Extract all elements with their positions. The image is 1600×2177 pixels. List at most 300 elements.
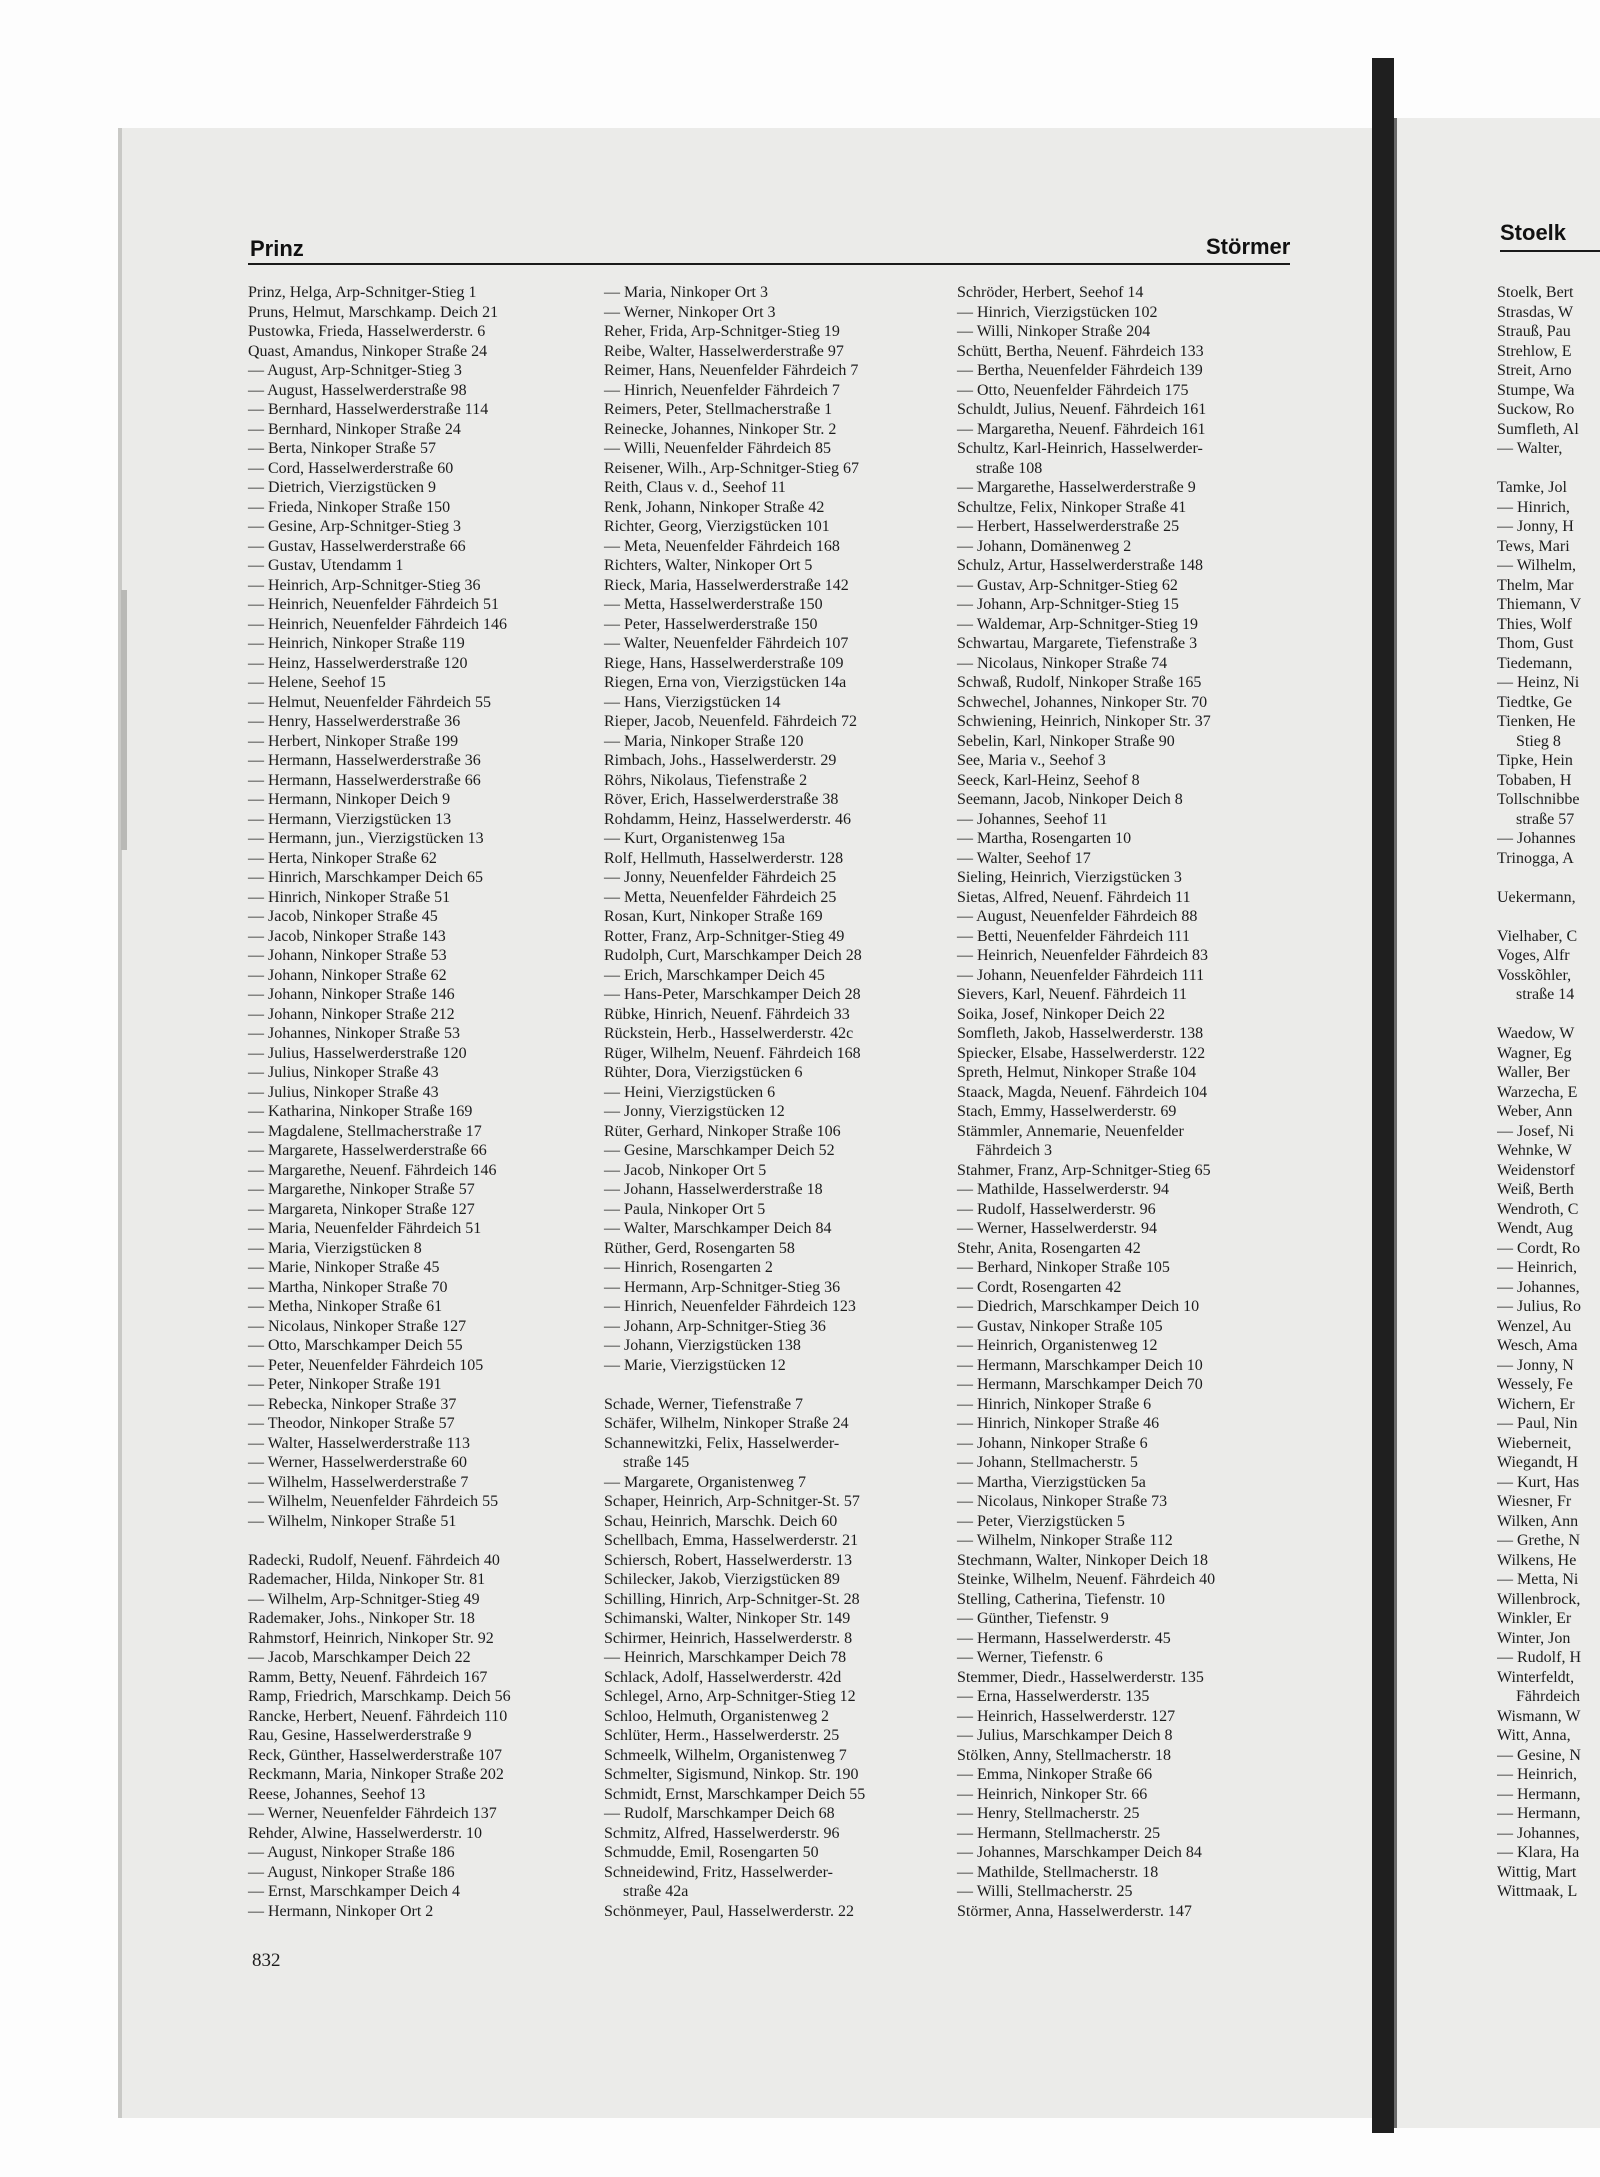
directory-entry: Rehder, Alwine, Hasselwerderstr. 10 [248,1824,482,1842]
directory-entry: — Cordt, Rosengarten 42 [957,1278,1122,1296]
directory-entry: Sievers, Karl, Neuenf. Fährdeich 11 [957,986,1187,1003]
directory-entry: — Johannes [1497,830,1576,847]
directory-entry: Rohdamm, Heinz, Hasselwerderstr. 46 [604,810,852,828]
directory-entry: — Otto, Neuenfelder Fährdeich 175 [957,381,1189,399]
directory-entry: — Heinrich, Neuenfelder Fährdeich 51 [248,596,500,613]
directory-entry: — August, Neuenfelder Fährdeich 88 [957,908,1198,925]
directory-entry: Stieg 8 [1516,732,1561,750]
directory-entry: — Margareta, Ninkoper Straße 127 [248,1200,475,1218]
directory-entry: — Walter, Seehof 17 [957,849,1091,867]
directory-entry: — Bernhard, Hasselwerderstraße 114 [248,401,489,418]
directory-entry: Tobaben, H [1497,771,1572,789]
directory-entry: — Walter, Neuenfelder Fährdeich 107 [604,635,849,652]
directory-entry: — Johann, Hasselwerderstraße 18 [604,1181,823,1198]
directory-entry: — Metha, Ninkoper Straße 61 [248,1298,443,1315]
directory-entry: Seeck, Karl-Heinz, Seehof 8 [957,771,1140,789]
directory-entry: — Marie, Ninkoper Straße 45 [248,1259,440,1276]
directory-entry: — Betti, Neuenfelder Fährdeich 111 [957,927,1190,945]
directory-entry: — Herbert, Ninkoper Straße 199 [248,732,459,750]
directory-entry: — Johann, Ninkoper Straße 146 [248,986,455,1003]
directory-entry: — Johann, Arp-Schnitger-Stieg 15 [957,596,1179,613]
directory-entry: Schuldt, Julius, Neuenf. Fährdeich 161 [957,401,1207,418]
directory-entry: — Wilhelm, [1497,557,1577,574]
directory-entry: Rückstein, Herb., Hasselwerderstr. 42c [604,1025,854,1042]
directory-entry: — Theodor, Ninkoper Straße 57 [248,1415,455,1432]
directory-entry: Steinke, Wilhelm, Neuenf. Fährdeich 40 [957,1571,1216,1588]
directory-entry: Reck, Günther, Hasselwerderstraße 107 [248,1746,502,1764]
directory-entry: — Hermann, [1497,1805,1581,1822]
directory-entry: — Josef, Ni [1497,1122,1574,1140]
directory-entry: — Hinrich, Rosengarten 2 [604,1259,773,1276]
directory-entry: Weber, Ann [1497,1103,1573,1120]
directory-entry: — Paul, Nin [1497,1415,1578,1432]
directory-entry: Schneidewind, Fritz, Hasselwerder- [604,1863,833,1881]
directory-entry: — Paula, Ninkoper Ort 5 [604,1200,766,1218]
directory-entry: — Johann, Ninkoper Straße 6 [957,1434,1148,1452]
directory-entry: Fährdeich [1516,1688,1580,1705]
directory-entry: Suckow, Ro [1497,401,1575,418]
directory-entry: — Heinrich, [1497,1259,1577,1276]
directory-entry: Rosan, Kurt, Ninkoper Straße 169 [604,908,823,925]
directory-entry: — Mathilde, Stellmacherstr. 18 [957,1863,1159,1881]
directory-entry: Sumfleth, Al [1497,420,1579,438]
directory-entry: Uekermann, [1497,888,1576,906]
directory-entry: Rühter, Dora, Vierzigstücken 6 [604,1064,803,1081]
directory-entry: — Martha, Rosengarten 10 [957,830,1132,847]
directory-entry: Stoelk, Bert [1497,284,1574,301]
directory-column-2 [604,283,865,1921]
directory-entry: — Mathilde, Hasselwerderstr. 94 [957,1181,1169,1198]
directory-entry: — Helene, Seehof 15 [248,674,386,691]
directory-entry: — Berhard, Ninkoper Straße 105 [957,1259,1170,1276]
directory-entry: Weiß, Berth [1497,1181,1574,1198]
directory-entry: — Jonny, Neuenfelder Fährdeich 25 [604,869,837,886]
directory-entry: — Heini, Vierzigstücken 6 [604,1083,776,1101]
directory-entry: — Jonny, H [1497,518,1574,535]
directory-entry: — Willi, Stellmacherstr. 25 [957,1883,1133,1900]
directory-entry: Rademaker, Johs., Ninkoper Str. 18 [248,1610,475,1627]
directory-entry: Tipke, Hein [1497,752,1573,769]
directory-entry: — Werner, Hasselwerderstraße 60 [248,1454,468,1471]
directory-entry: Somfleth, Jakob, Hasselwerderstr. 138 [957,1025,1204,1042]
directory-entry: — Waldemar, Arp-Schnitger-Stieg 19 [957,615,1198,633]
directory-entry: Schlüter, Herm., Hasselwerderstr. 25 [604,1727,840,1744]
directory-entry: — Julius, Hasselwerderstraße 120 [248,1044,467,1062]
directory-entry: Schulz, Artur, Hasselwerderstraße 148 [957,557,1203,574]
directory-entry: — Margaretha, Neuenf. Fährdeich 161 [957,420,1206,438]
directory-entry: — Rudolf, Hasselwerderstr. 96 [957,1200,1156,1218]
directory-entry: — Hermann, [1497,1785,1581,1803]
directory-entry: — Hermann, Vierzigstücken 13 [248,810,452,828]
directory-entry: Wagner, Eg [1497,1044,1572,1062]
directory-entry: — Walter, [1497,440,1563,457]
directory-entry: Wichern, Er [1497,1395,1575,1413]
directory-entry: — Hinrich, Ninkoper Straße 51 [248,888,451,906]
directory-entry: Sebelin, Karl, Ninkoper Straße 90 [957,732,1175,750]
directory-entry: — Johannes, [1497,1824,1580,1842]
directory-entry: Wittig, Mart [1497,1863,1577,1881]
running-head-right: Störmer [1206,234,1291,259]
directory-entry: — Ernst, Marschkamper Deich 4 [248,1883,460,1900]
directory-entry: Schilecker, Jakob, Vierzigstücken 89 [604,1571,840,1588]
directory-entry: — Willi, Neuenfelder Fährdeich 85 [604,440,831,457]
directory-entry: — Günther, Tiefenstr. 9 [957,1610,1109,1627]
directory-entry: — Johannes, Ninkoper Straße 53 [248,1025,460,1042]
directory-entry: — Gustav, Arp-Schnitger-Stieg 62 [957,576,1178,594]
directory-entry: — Herta, Ninkoper Straße 62 [248,849,437,867]
directory-entry: — Katharina, Ninkoper Straße 169 [248,1103,473,1120]
directory-entry: Schau, Heinrich, Marschk. Deich 60 [604,1512,838,1530]
directory-entry: Reimer, Hans, Neuenfelder Fährdeich 7 [604,362,859,379]
directory-entry: — Hinrich, Neuenfelder Fährdeich 123 [604,1298,856,1315]
directory-entry: — Margarete, Organistenweg 7 [604,1473,807,1491]
directory-entry: Rudolph, Curt, Marschkamper Deich 28 [604,947,862,964]
directory-entry: — Dietrich, Vierzigstücken 9 [248,479,437,496]
directory-entry: Rau, Gesine, Hasselwerderstraße 9 [248,1727,472,1744]
directory-entry: — Nicolaus, Ninkoper Straße 127 [248,1317,467,1335]
directory-entry: — Wilhelm, Ninkoper Straße 112 [957,1532,1173,1549]
directory-entry: Renk, Johann, Ninkoper Straße 42 [604,498,825,516]
directory-entry: Schultze, Felix, Ninkoper Straße 41 [957,498,1187,516]
directory-entry: Fährdeich 3 [976,1142,1052,1159]
directory-entry: Schellbach, Emma, Hasselwerderstr. 21 [604,1532,859,1549]
directory-entry: Rancke, Herbert, Neuenf. Fährdeich 110 [248,1707,508,1725]
directory-entry: — Wilhelm, Arp-Schnitger-Stieg 49 [248,1590,480,1608]
directory-entry: Radecki, Rudolf, Neuenf. Fährdeich 40 [248,1551,500,1569]
directory-entry: Rieck, Maria, Hasselwerderstraße 142 [604,576,849,594]
directory-entry: Rüter, Gerhard, Ninkoper Straße 106 [604,1122,841,1140]
directory-entry: Schlegel, Arno, Arp-Schnitger-Stieg 12 [604,1688,856,1705]
directory-entry: — Julius, Ninkoper Straße 43 [248,1083,439,1101]
directory-entry: — Maria, Ninkoper Straße 120 [604,732,804,750]
directory-entry: Rübke, Hinrich, Neuenf. Fährdeich 33 [604,1005,850,1023]
directory-entry: Strehlow, E [1497,342,1572,360]
directory-entry: Tiedemann, [1497,654,1573,672]
directory-entry: — Rebecka, Ninkoper Straße 37 [248,1395,457,1413]
directory-entry: — Hermann, Marschkamper Deich 70 [957,1376,1203,1393]
directory-entry: — Meta, Neuenfelder Fährdeich 168 [604,537,840,555]
directory-entry: — Rudolf, Marschkamper Deich 68 [604,1805,835,1822]
directory-entry: — Johannes, Marschkamper Deich 84 [957,1844,1202,1861]
directory-entry: — Metta, Neuenfelder Fährdeich 25 [604,888,837,906]
directory-entry: Winkler, Er [1497,1610,1572,1627]
directory-entry: Pruns, Helmut, Marschkamp. Deich 21 [248,303,499,321]
directory-entry: — Emma, Ninkoper Straße 66 [957,1766,1153,1783]
directory-entry: — Heinrich, Marschkamper Deich 78 [604,1649,847,1666]
directory-entry: Stechmann, Walter, Ninkoper Deich 18 [957,1551,1209,1569]
directory-entry: Vosskõhler, [1497,966,1572,984]
directory-entry: Tienken, He [1497,713,1576,730]
directory-entry: — Peter, Hasselwerderstraße 150 [604,615,818,633]
directory-entry: — Johann, Ninkoper Straße 62 [248,966,447,984]
directory-entry: — Gustav, Ninkoper Straße 105 [957,1317,1163,1335]
directory-entry: Reimers, Peter, Stellmacherstraße 1 [604,401,833,418]
directory-entry: Reese, Johannes, Seehof 13 [248,1785,426,1803]
directory-entry: — Peter, Neuenfelder Fährdeich 105 [248,1356,484,1374]
directory-entry: Richters, Walter, Ninkoper Ort 5 [604,557,813,574]
directory-entry: — August, Ninkoper Straße 186 [248,1844,455,1861]
directory-entry: — Johann, Ninkoper Straße 53 [248,947,447,964]
directory-entry: Reher, Frida, Arp-Schnitger-Stieg 19 [604,323,840,340]
directory-entry: — Julius, Marschkamper Deich 8 [957,1727,1173,1744]
directory-entry: Reith, Claus v. d., Seehof 11 [604,479,786,496]
directory-entry: Schaper, Heinrich, Arp-Schnitger-St. 57 [604,1493,860,1510]
directory-entry: Schwartau, Margarete, Tiefenstraße 3 [957,635,1198,652]
directory-entry: Stach, Emmy, Hasselwerderstr. 69 [957,1103,1177,1120]
running-head-next-page: Stoelk [1500,220,1567,245]
directory-entry: Quast, Amandus, Ninkoper Straße 24 [248,342,488,360]
directory-entry: Witt, Anna, [1497,1727,1571,1744]
directory-entry: — August, Ninkoper Straße 186 [248,1863,455,1881]
directory-entry: straße 42a [623,1883,689,1900]
directory-entry: Spreth, Helmut, Ninkoper Straße 104 [957,1064,1197,1081]
directory-entry: Prinz, Helga, Arp-Schnitger-Stieg 1 [248,284,477,301]
directory-entry: — Werner, Tiefenstr. 6 [957,1649,1103,1666]
directory-entry: Wilkens, He [1497,1551,1577,1569]
directory-entry: Streit, Arno [1497,362,1572,379]
directory-entry: — Heinrich, Arp-Schnitger-Stieg 36 [248,576,481,594]
directory-entry: Wittmaak, L [1497,1883,1578,1900]
directory-entry: — Werner, Ninkoper Ort 3 [604,303,776,321]
directory-entry: — Peter, Ninkoper Straße 191 [248,1376,442,1393]
directory-entry: Weidenstorf [1497,1161,1575,1179]
directory-entry: — Hinrich, Ninkoper Straße 46 [957,1415,1160,1432]
directory-entry: Tamke, Jol [1497,479,1567,496]
directory-entry: Rimbach, Johs., Hasselwerderstr. 29 [604,752,837,769]
directory-entry: — Johann, Stellmacherstr. 5 [957,1454,1138,1471]
directory-entry: Schilling, Hinrich, Arp-Schnitger-St. 28 [604,1590,860,1608]
directory-entry: — Gesine, Arp-Schnitger-Stieg 3 [248,518,461,535]
directory-entry: — Hinrich, Ninkoper Straße 6 [957,1395,1152,1413]
directory-entry: — Johann, Domänenweg 2 [957,537,1132,555]
header-rule-next-page [1500,250,1600,252]
directory-entry: straße 145 [623,1454,690,1471]
directory-entry: — Hinrich, Vierzigstücken 102 [957,303,1158,321]
directory-entry: — August, Arp-Schnitger-Stieg 3 [248,362,462,379]
directory-column-1 [248,283,511,1921]
directory-entry: Waller, Ber [1497,1064,1570,1081]
directory-entry: Wenzel, Au [1497,1317,1572,1335]
directory-entry: Thies, Wolf [1497,615,1572,633]
directory-entry: — Gesine, Marschkamper Deich 52 [604,1142,835,1159]
directory-entry: Röhrs, Nikolaus, Tiefenstraße 2 [604,771,808,789]
directory-entry: Reisener, Wilh., Arp-Schnitger-Stieg 67 [604,459,859,477]
directory-entry: — Hermann, Hasselwerderstraße 66 [248,771,481,789]
edge-smudge [121,590,127,850]
directory-entry: Winter, Jon [1497,1629,1571,1647]
directory-entry: Wiegandt, H [1497,1454,1579,1471]
directory-entry: Stämmler, Annemarie, Neuenfelder [957,1122,1184,1140]
directory-entry: — Martha, Ninkoper Straße 70 [248,1278,448,1296]
directory-entry: Trinogga, A [1497,849,1574,867]
directory-entry: — Helmut, Neuenfelder Fährdeich 55 [248,693,492,711]
directory-entry: — Julius, Ro [1497,1298,1582,1315]
directory-entry: Stehr, Anita, Rosengarten 42 [957,1239,1141,1257]
running-head-left: Prinz [250,236,304,261]
directory-entry: — Gustav, Hasselwerderstraße 66 [248,537,466,555]
directory-entry: — Frieda, Ninkoper Straße 150 [248,498,451,516]
directory-entry: Schultz, Karl-Heinrich, Hasselwerder- [957,440,1203,457]
directory-entry: Schiersch, Robert, Hasselwerderstr. 13 [604,1551,852,1569]
directory-entry: Spiecker, Elsabe, Hasselwerderstr. 122 [957,1044,1206,1062]
directory-entry: Schütt, Bertha, Neuenf. Fährdeich 133 [957,342,1204,360]
directory-entry: Stölken, Anny, Stellmacherstr. 18 [957,1746,1172,1764]
directory-entry: Wismann, W [1497,1707,1581,1725]
directory-entry: — Hans-Peter, Marschkamper Deich 28 [604,986,861,1003]
directory-entry: — Gesine, N [1497,1746,1581,1764]
directory-entry: — Johannes, Seehof 11 [957,810,1108,828]
directory-entry: — Cord, Hasselwerderstraße 60 [248,459,454,477]
directory-entry: Wehnke, W [1497,1142,1572,1159]
directory-entry: — Wilhelm, Ninkoper Straße 51 [248,1512,457,1530]
section-gap [604,1375,865,1395]
directory-entry: — Erna, Hasselwerderstr. 135 [957,1688,1150,1705]
directory-entry: — Herbert, Hasselwerderstraße 25 [957,518,1180,535]
directory-entry: Wilken, Ann [1497,1512,1579,1530]
section-gap [1497,459,1600,479]
directory-entry: — Margarethe, Ninkoper Straße 57 [248,1181,475,1198]
directory-entry: Schäfer, Wilhelm, Ninkoper Straße 24 [604,1415,849,1432]
directory-entry: — Metta, Hasselwerderstraße 150 [604,596,823,613]
directory-entry: — Cordt, Ro [1497,1239,1581,1257]
directory-entry: straße 14 [1516,986,1575,1003]
directory-entry: — Hans, Vierzigstücken 14 [604,693,781,711]
directory-entry: Tollschnibbe [1497,791,1580,808]
directory-entry: Rademacher, Hilda, Ninkoper Str. 81 [248,1571,486,1588]
directory-entry: — Marie, Vierzigstücken 12 [604,1356,786,1374]
directory-entry: — Berta, Ninkoper Straße 57 [248,440,436,457]
directory-entry: — Gustav, Utendamm 1 [248,557,404,574]
directory-entry: Wessely, Fe [1497,1376,1573,1393]
directory-entry: Wendt, Aug [1497,1220,1574,1237]
directory-entry: — Hermann, Hasselwerderstr. 45 [957,1629,1171,1647]
directory-entry: — Henry, Stellmacherstr. 25 [957,1805,1140,1822]
directory-entry: Schwaß, Rudolf, Ninkoper Straße 165 [957,674,1202,691]
directory-entry: — Werner, Neuenfelder Fährdeich 137 [248,1805,497,1822]
directory-entry: Pustowka, Frieda, Hasselwerderstr. 6 [248,323,486,340]
directory-entry: — Margarete, Hasselwerderstraße 66 [248,1142,487,1159]
directory-entry: — Willi, Ninkoper Straße 204 [957,323,1151,340]
directory-entry: Stemmer, Diedr., Hasselwerderstr. 135 [957,1668,1204,1686]
directory-entry: — Jacob, Marschkamper Deich 22 [248,1649,471,1666]
directory-entry: — Wilhelm, Neuenfelder Fährdeich 55 [248,1493,499,1510]
directory-entry: — Metta, Ni [1497,1571,1579,1588]
directory-entry: Schröder, Herbert, Seehof 14 [957,284,1144,301]
directory-entry: — Heinrich, Ninkoper Str. 66 [957,1785,1148,1803]
book-gutter [1372,58,1394,2133]
directory-entry: — Johann, Vierzigstücken 138 [604,1337,801,1354]
directory-entry: — Kurt, Organistenweg 15a [604,830,785,847]
directory-entry: Stelling, Catherina, Tiefenstr. 10 [957,1590,1165,1608]
directory-entry: Stahmer, Franz, Arp-Schnitger-Stieg 65 [957,1161,1211,1179]
directory-entry: — Johann, Arp-Schnitger-Stieg 36 [604,1317,826,1335]
directory-entry: Warzecha, E [1497,1083,1578,1101]
directory-entry: — Hermann, Stellmacherstr. 25 [957,1824,1161,1842]
directory-entry: Rüger, Wilhelm, Neuenf. Fährdeich 168 [604,1044,861,1062]
directory-entry: Strauß, Pau [1497,323,1571,340]
directory-entry: — Magdalene, Stellmacherstraße 17 [248,1122,482,1140]
directory-entry: — Hermann, Ninkoper Ort 2 [248,1902,434,1920]
directory-entry: Waedow, W [1497,1025,1575,1042]
directory-entry: Störmer, Anna, Hasselwerderstr. 147 [957,1902,1192,1920]
section-gap [1497,1005,1600,1025]
directory-entry: Sietas, Alfred, Neuenf. Fährdeich 11 [957,888,1191,906]
directory-entry: — Jonny, Vierzigstücken 12 [604,1103,785,1120]
directory-entry: — Bernhard, Ninkoper Straße 24 [248,420,461,438]
directory-entry: — Jacob, Ninkoper Straße 45 [248,908,438,925]
directory-entry: — Henry, Hasselwerderstraße 36 [248,713,461,730]
directory-entry: — Jacob, Ninkoper Ort 5 [604,1161,767,1179]
directory-entry: Reinecke, Johannes, Ninkoper Str. 2 [604,420,837,438]
directory-entry: — Hermann, Marschkamper Deich 10 [957,1356,1203,1374]
directory-entry: Schimanski, Walter, Ninkoper Str. 149 [604,1610,851,1627]
directory-entry: — Hinrich, Neuenfelder Fährdeich 7 [604,381,840,399]
directory-entry: — Hinrich, [1497,498,1570,516]
directory-entry: — Hermann, jun., Vierzigstücken 13 [248,830,484,847]
directory-entry: Reibe, Walter, Hasselwerderstraße 97 [604,342,844,360]
directory-entry: — Martha, Vierzigstücken 5a [957,1473,1146,1491]
directory-entry: — Erich, Marschkamper Deich 45 [604,966,825,984]
directory-entry: Tews, Mari [1497,537,1570,555]
directory-entry: — Otto, Marschkamper Deich 55 [248,1337,463,1354]
directory-entry: — Jacob, Ninkoper Straße 143 [248,927,446,945]
directory-entry: — Wilhelm, Hasselwerderstraße 7 [248,1473,469,1491]
directory-entry: — Heinrich, Neuenfelder Fährdeich 146 [248,615,508,633]
directory-entry: — Heinrich, Neuenfelder Fährdeich 83 [957,947,1209,964]
directory-entry: — Peter, Vierzigstücken 5 [957,1512,1125,1530]
directory-entry: — Bertha, Neuenfelder Fährdeich 139 [957,362,1203,379]
directory-entry: Tiedtke, Ge [1497,693,1572,711]
directory-entry: — Heinrich, Ninkoper Straße 119 [248,635,465,652]
directory-entry: Seemann, Jacob, Ninkoper Deich 8 [957,791,1183,808]
directory-entry: Rüther, Gerd, Rosengarten 58 [604,1239,795,1257]
directory-entry: — Hermann, Ninkoper Deich 9 [248,791,451,808]
directory-entry: Strasdas, W [1497,303,1574,321]
section-gap [1497,907,1600,927]
directory-entry: Rolf, Hellmuth, Hasselwerderstr. 128 [604,849,844,867]
section-gap [248,1531,511,1551]
directory-entry: — Hermann, Arp-Schnitger-Stieg 36 [604,1278,841,1296]
page-number: 832 [252,1950,281,1971]
directory-entry: Riegen, Erna von, Vierzigstücken 14a [604,674,847,691]
directory-entry: — Walter, Marschkamper Deich 84 [604,1220,832,1237]
directory-entry: — Heinrich, [1497,1766,1577,1783]
directory-entry: — Walter, Hasselwerderstraße 113 [248,1434,470,1452]
directory-entry: — Hermann, Hasselwerderstraße 36 [248,752,481,769]
directory-entry: Thom, Gust [1497,635,1574,652]
directory-entry: Thelm, Mar [1497,576,1574,594]
directory-entry: Schlack, Adolf, Hasselwerderstr. 42d [604,1668,842,1686]
directory-entry: Wesch, Ama [1497,1337,1578,1354]
directory-entry: Schmeelk, Wilhelm, Organistenweg 7 [604,1746,847,1764]
directory-entry: — Jonny, N [1497,1356,1574,1374]
directory-entry: — Margarethe, Neuenf. Fährdeich 146 [248,1161,497,1179]
directory-entry: Wieberneit, [1497,1434,1572,1452]
directory-entry: Schmelter, Sigismund, Ninkop. Str. 190 [604,1766,859,1783]
section-gap [1497,868,1600,888]
directory-entry: Thiemann, V [1497,596,1582,613]
directory-entry: — Nicolaus, Ninkoper Straße 73 [957,1493,1168,1510]
directory-entry: — Nicolaus, Ninkoper Straße 74 [957,654,1168,672]
directory-entry: Winterfeldt, [1497,1668,1575,1686]
directory-entry: Richter, Georg, Vierzigstücken 101 [604,518,830,535]
directory-entry: Schwechel, Johannes, Ninkoper Str. 70 [957,693,1208,711]
directory-entry: — Margarethe, Hasselwerderstraße 9 [957,479,1196,496]
directory-entry: Schirmer, Heinrich, Hasselwerderstr. 8 [604,1629,853,1647]
directory-column-3 [957,283,1215,1921]
directory-entry: Schade, Werner, Tiefenstraße 7 [604,1395,804,1413]
directory-entry: Sieling, Heinrich, Vierzigstücken 3 [957,869,1182,886]
